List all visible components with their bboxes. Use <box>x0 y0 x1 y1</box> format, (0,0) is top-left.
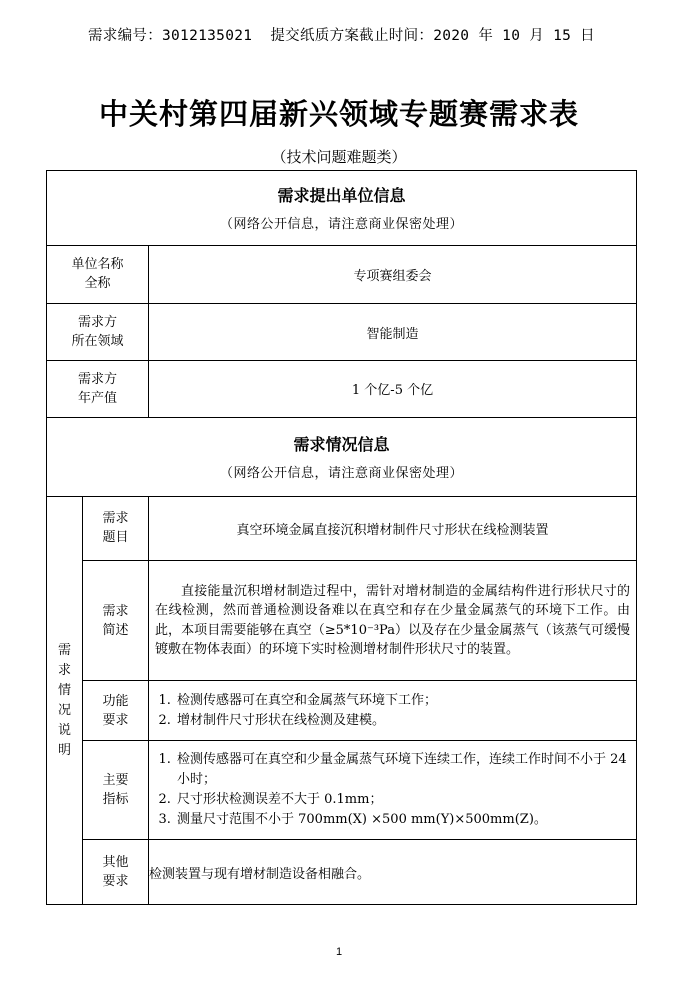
table-row <box>47 303 637 360</box>
table-row <box>47 840 637 905</box>
table-row <box>47 245 637 303</box>
requirement-topic-value: 真空环境金属直接沉积增材制件尺寸形状在线检测装置 <box>149 497 637 560</box>
domain-value: 智能制造 <box>149 303 637 360</box>
unit-name-value: 专项赛组委会 <box>149 245 637 303</box>
annual-output-value: 1 个亿-5 个亿 <box>149 361 637 417</box>
section-header-unit-info <box>47 171 637 246</box>
table-row <box>47 361 637 417</box>
list-item: 3. 测量尺寸范围不小于 700mm(X) ×500 mm(Y)×500mm(Z)。 <box>175 810 630 830</box>
requirement-code-label: 需求编号： <box>88 28 162 44</box>
row-label: 主要 指标 <box>83 740 149 840</box>
function-list <box>149 691 636 731</box>
list-item: 2. 增材制件尺寸形状在线检测及建模。 <box>175 711 630 731</box>
section-note: （网络公开信息，请注意商业保密处理） <box>220 466 464 482</box>
row-label: 单位名称 全称 <box>47 245 149 303</box>
row-label: 需求 简述 <box>83 560 149 681</box>
indicators-list <box>149 750 636 830</box>
list-item: 1. 检测传感器可在真空和金属蒸气环境下工作； <box>175 691 630 711</box>
table-row <box>47 681 637 740</box>
row-label: 功能 要求 <box>83 681 149 740</box>
section-header-requirement-info <box>47 417 637 497</box>
indicators-cell <box>149 740 637 840</box>
section-title: 需求情况信息 <box>293 435 390 455</box>
function-requirements-cell <box>149 681 637 740</box>
row-label: 需求方 所在领域 <box>47 303 149 360</box>
list-item: 1. 检测传感器可在真空和少量金属蒸气环境下连续工作，连续工作时间不小于 24 小时； <box>175 750 630 790</box>
table-row <box>47 560 637 681</box>
row-label: 其他 要求 <box>83 840 149 905</box>
section-title: 需求提出单位信息 <box>277 186 406 206</box>
row-label: 需求 题目 <box>83 497 149 560</box>
deadline-label: 提交纸质方案截止时间： <box>270 28 434 44</box>
other-requirements-value: 检测装置与现有增材制造设备相融合。 <box>149 840 637 905</box>
table-row <box>47 740 637 840</box>
list-item: 2. 尺寸形状检测误差不大于 0.1mm； <box>175 790 630 810</box>
header-line <box>88 24 648 45</box>
table-row <box>47 497 637 560</box>
requirement-table <box>46 170 637 905</box>
section-note: （网络公开信息，请注意商业保密处理） <box>220 217 464 233</box>
requirement-code-value: 3012135021 <box>162 28 253 44</box>
document-subtitle: （技术问题难题类） <box>271 148 407 166</box>
row-label: 需求方 年产值 <box>47 361 149 417</box>
requirement-summary-text: 直接能量沉积增材制造过程中，需针对增材制造的金属结构件进行形状尺寸的在线检测，然而普通检测设备难以在真空和存在少量金属蒸气的环境下工作。由此，本项目需要能够在真空（≥5*10⁻³Pa）以及存在少量金属蒸气（该蒸气可缓慢镀敷在物体表面）的环境下实时检测增材制件形状尺寸的装置。 <box>155 583 631 658</box>
page-number: 1 <box>335 946 343 958</box>
document-title: 中关村第四届新兴领域专题赛需求表 <box>98 97 579 131</box>
requirement-summary-cell <box>149 560 637 681</box>
deadline-value: 2020 年 10 月 15 日 <box>433 28 595 44</box>
requirement-description-side-label: 需 求 情 况 说 明 <box>47 497 83 905</box>
